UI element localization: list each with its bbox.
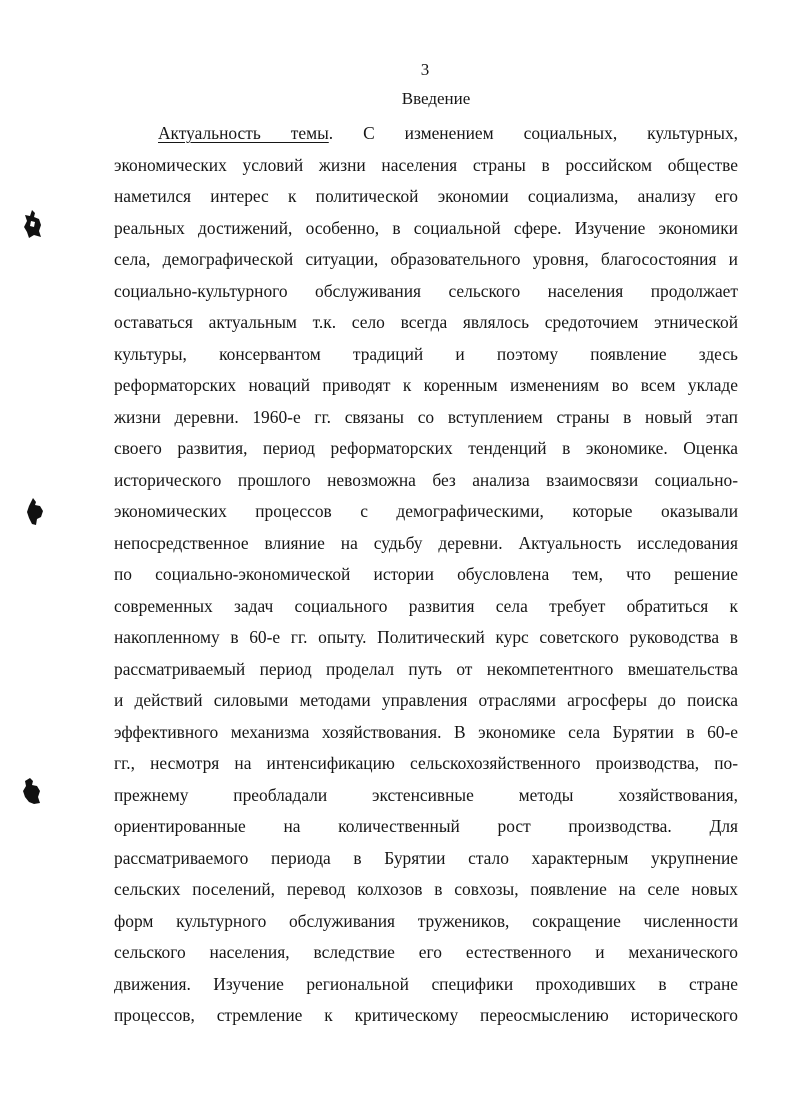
page-number: 3 xyxy=(420,60,430,79)
text-line: села, демографической ситуации, образовательного уровня, благосостояния и xyxy=(114,249,738,269)
text-line-lead xyxy=(114,118,738,150)
text-line: исторического прошлого невозможна без анализа взаимосвязи социально- xyxy=(114,469,738,490)
text-line: рассматриваемый период проделал путь от некомпетентного вмешательства xyxy=(114,658,738,679)
text-line: оставаться актуальным т.к. село всегда являлось средоточием этнической xyxy=(114,312,738,332)
text-line: реальных достижений, особенно, в социальной сфере. Изучение экономики xyxy=(114,217,738,238)
text-line: накопленному в 60-е гг. опыту. Политический курс советского руководства в xyxy=(114,627,738,647)
topic-relevance-term: Актуальность темы xyxy=(158,123,329,143)
text-line: процессов, стремление к критическому переосмыслению исторического xyxy=(114,1005,738,1025)
text-line: гг., несмотря на интенсификацию сельскохозяйственного производства, по- xyxy=(114,753,738,773)
text-line: культуры, консервантом традиций и поэтому появление здесь xyxy=(114,343,738,364)
text-line: экономических условий жизни населения страны в российском обществе xyxy=(114,154,738,175)
text-line: жизни деревни. 1960-е гг. связаны со вступлением страны в новый этап xyxy=(114,406,738,427)
body-text xyxy=(114,118,738,1032)
binding-hole-mark-top xyxy=(22,209,44,239)
text-line: прежнему преобладали экстенсивные методы хозяйствования, xyxy=(114,784,738,805)
text-line: непосредственное влияние на судьбу деревни. Актуальность исследования xyxy=(114,532,738,553)
text-line: рассматриваемого периода в Бурятии стало характерным укрупнение xyxy=(114,847,738,868)
text-line: современных задач социального развития села требует обратиться к xyxy=(114,595,738,616)
binding-hole-mark-bottom xyxy=(21,776,43,806)
text-line: по социально-экономической истории обусловлена тем, что решение xyxy=(114,564,738,584)
text-line: движения. Изучение региональной специфики проходивших в стране xyxy=(114,973,738,994)
text-line: ориентированные на количественный рост производства. Для xyxy=(114,816,738,836)
text-line: форм культурного обслуживания тружеников, сокращение численности xyxy=(114,910,738,931)
text-line: социально-культурного обслуживания сельского населения продолжает xyxy=(114,280,738,301)
text-line-lead-rest: . С изменением социальных, культурных, xyxy=(328,123,738,143)
text-line: эффективного механизма хозяйствования. В экономике села Бурятии в 60-е xyxy=(114,721,738,742)
section-heading: Введение xyxy=(401,89,471,108)
text-line: сельских поселений, перевод колхозов в совхозы, появление на селе новых xyxy=(114,879,738,899)
binding-hole-mark-middle xyxy=(25,497,47,527)
text-line: реформаторских новаций приводят к коренным изменениям во всем укладе xyxy=(114,375,738,395)
text-line: сельского населения, вследствие его естественного и механического xyxy=(114,942,738,962)
text-line: своего развития, период реформаторских тенденций в экономике. Оценка xyxy=(114,438,738,458)
text-line: наметился интерес к политической экономии социализма, анализу его xyxy=(114,186,738,206)
text-line: экономических процессов с демографическими, которые оказывали xyxy=(114,501,738,521)
text-line: и действий силовыми методами управления отраслями агросферы до поиска xyxy=(114,690,738,710)
